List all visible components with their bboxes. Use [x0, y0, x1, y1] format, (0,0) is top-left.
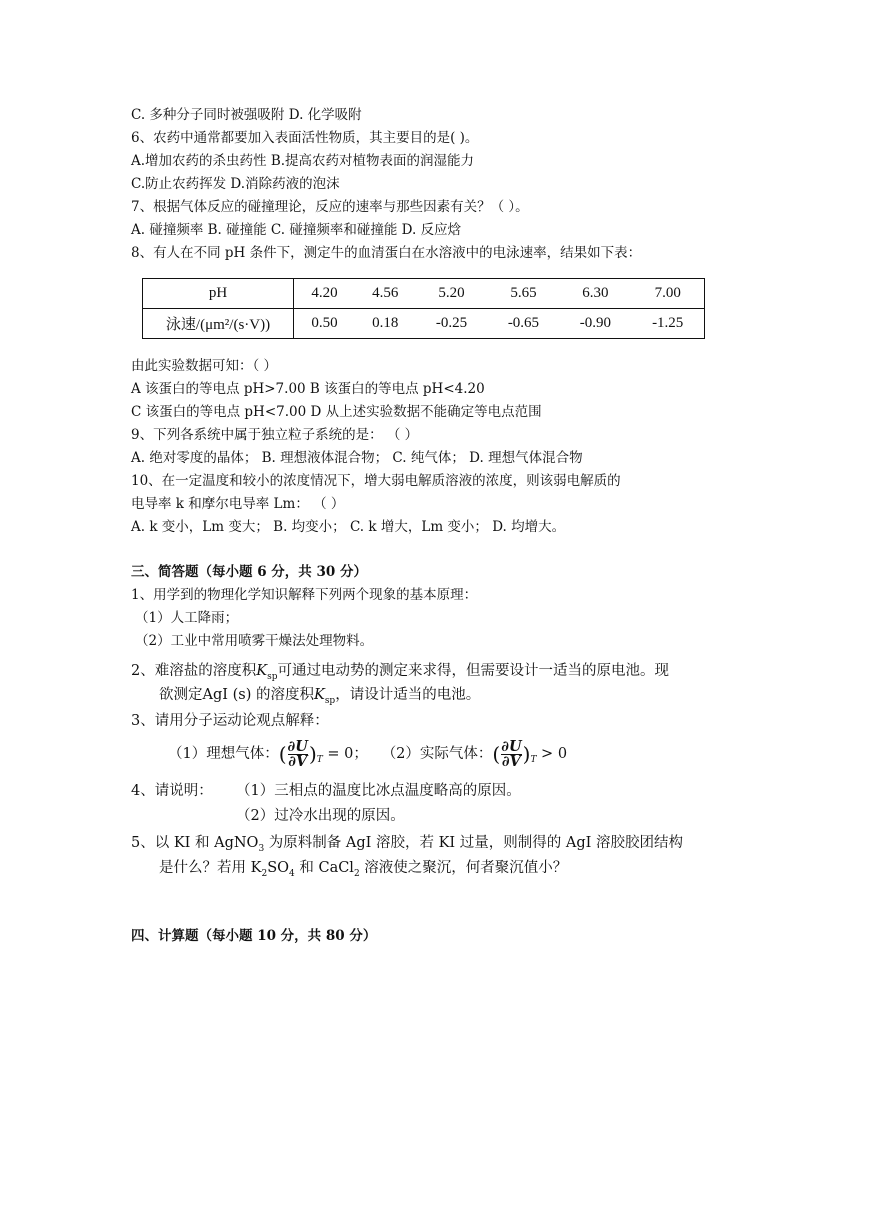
table-cell: -1.25 [631, 309, 704, 339]
table-row-speed [143, 309, 705, 339]
q3-1-item-1: （1）人工降雨； [135, 610, 239, 626]
q3-2-line-2: 欲测定AgI (s) 的溶度积$K_{sp}$，请设计适当的电池。 [159, 687, 481, 706]
section-3-title: 三、简答题（每小题 6 分，共 30 分） [131, 564, 367, 580]
question-8-options-ab: A 该蛋白的等电点 pH>7.00 B 该蛋白的等电点 pH<4.20 [131, 381, 485, 397]
question-9: 9、下列各系统中属于独立粒子系统的是： （ ） [131, 427, 419, 443]
question-10-cont: 电导率 k 和摩尔电导率 Lm： （ ） [131, 496, 345, 512]
q3-5-line-1: 5、以 KI 和 AgNO$_3$ 为原料制备 AgI 溶胶，若 KI 过量，则制得的 AgI 溶胶胶团结构 [131, 835, 683, 854]
question-6: 6、农药中通常都要加入表面活性物质，其主要目的是( )。 [131, 130, 479, 146]
question-7: 7、根据气体反应的碰撞理论，反应的速率与那些因素有关？（ ）。 [131, 199, 529, 215]
question-8-prompt: 由此实验数据可知：（ ） [131, 358, 278, 374]
table-cell: 4.20 [294, 279, 356, 309]
table-cell: 6.30 [559, 279, 631, 309]
question-9-options: A. 绝对零度的晶体； B. 理想液体混合物； C. 纯气体； D. 理想气体混合物 [131, 450, 583, 466]
partial-derivative: $\frac{\partial U}{\partial V}$ [287, 737, 308, 770]
q3-3-title: 3、请用分子运动论观点解释： [131, 713, 329, 729]
table-cell: 7.00 [631, 279, 704, 309]
partial-derivative: $\frac{\partial U}{\partial V}$ [501, 737, 522, 770]
q3-4-item-1: （1）三相点的温度比冰点温度略高的原因。 [236, 783, 521, 799]
electrophoresis-table [142, 278, 705, 339]
q3-3-equations: （1）理想气体：( $\frac{\partial U}{\partial V}$ )$_T = 0$； （2）实际气体：( $\frac{\partial U}{\partial V}$ )$_T > 0$ [168, 737, 568, 770]
question-10-options: A. k 变小，Lm 变大； B. 均变小； C. k 增大，Lm 变小； D. 均增大。 [131, 519, 566, 535]
table-header-speed: 泳速/(μm²/(s·V)) [143, 309, 294, 339]
question-6-options-cd: C.防止农药挥发 D.消除药液的泡沫 [131, 176, 340, 192]
table-cell: 4.56 [355, 279, 415, 309]
section-4-title: 四、计算题（每小题 10 分，共 80 分） [131, 928, 377, 944]
question-10: 10、在一定温度和较小的浓度情况下，增大弱电解质溶液的浓度，则该弱电解质的 [131, 473, 621, 489]
q3-1-item-2: （2）工业中常用喷雾干燥法处理物料。 [135, 633, 374, 649]
q3-2-line-1: 2、难溶盐的溶度积$K_{sp}$可通过电动势的测定来求得，但需要设计一适当的原电池。现 [131, 663, 669, 682]
question-6-options-ab: A.增加农药的杀虫药性 B.提高农药对植物表面的润湿能力 [131, 153, 475, 169]
table-cell: 0.18 [355, 309, 415, 339]
table-row-ph [143, 279, 705, 309]
table-cell: -0.25 [416, 309, 488, 339]
table-cell: -0.90 [559, 309, 631, 339]
question-8-options-cd: C 该蛋白的等电点 pH<7.00 D 从上述实验数据不能确定等电点范围 [131, 404, 542, 420]
q3-1: 1、用学到的物理化学知识解释下列两个现象的基本原理： [131, 587, 478, 603]
q3-5-line-2: 是什么？若用 $K_2SO_4$ 和 CaCl$_2$ 溶液使之聚沉，何者聚沉值小？ [159, 860, 568, 879]
table-cell: -0.65 [487, 309, 559, 339]
question-7-options: A. 碰撞频率 B. 碰撞能 C. 碰撞频率和碰撞能 D. 反应焓 [131, 222, 462, 238]
question-8: 8、有人在不同 pH 条件下，测定牛的血清蛋白在水溶液中的电泳速率，结果如下表： [131, 245, 642, 261]
table-header-ph: pH [143, 279, 294, 309]
q3-4-title: 4、请说明： [131, 783, 213, 799]
table-cell: 5.20 [416, 279, 488, 309]
option-line-5cd: C. 多种分子同时被强吸附 D. 化学吸附 [131, 107, 362, 123]
table-cell: 0.50 [294, 309, 356, 339]
table-cell: 5.65 [487, 279, 559, 309]
q3-4-item-2: （2）过冷水出现的原因。 [236, 808, 405, 824]
